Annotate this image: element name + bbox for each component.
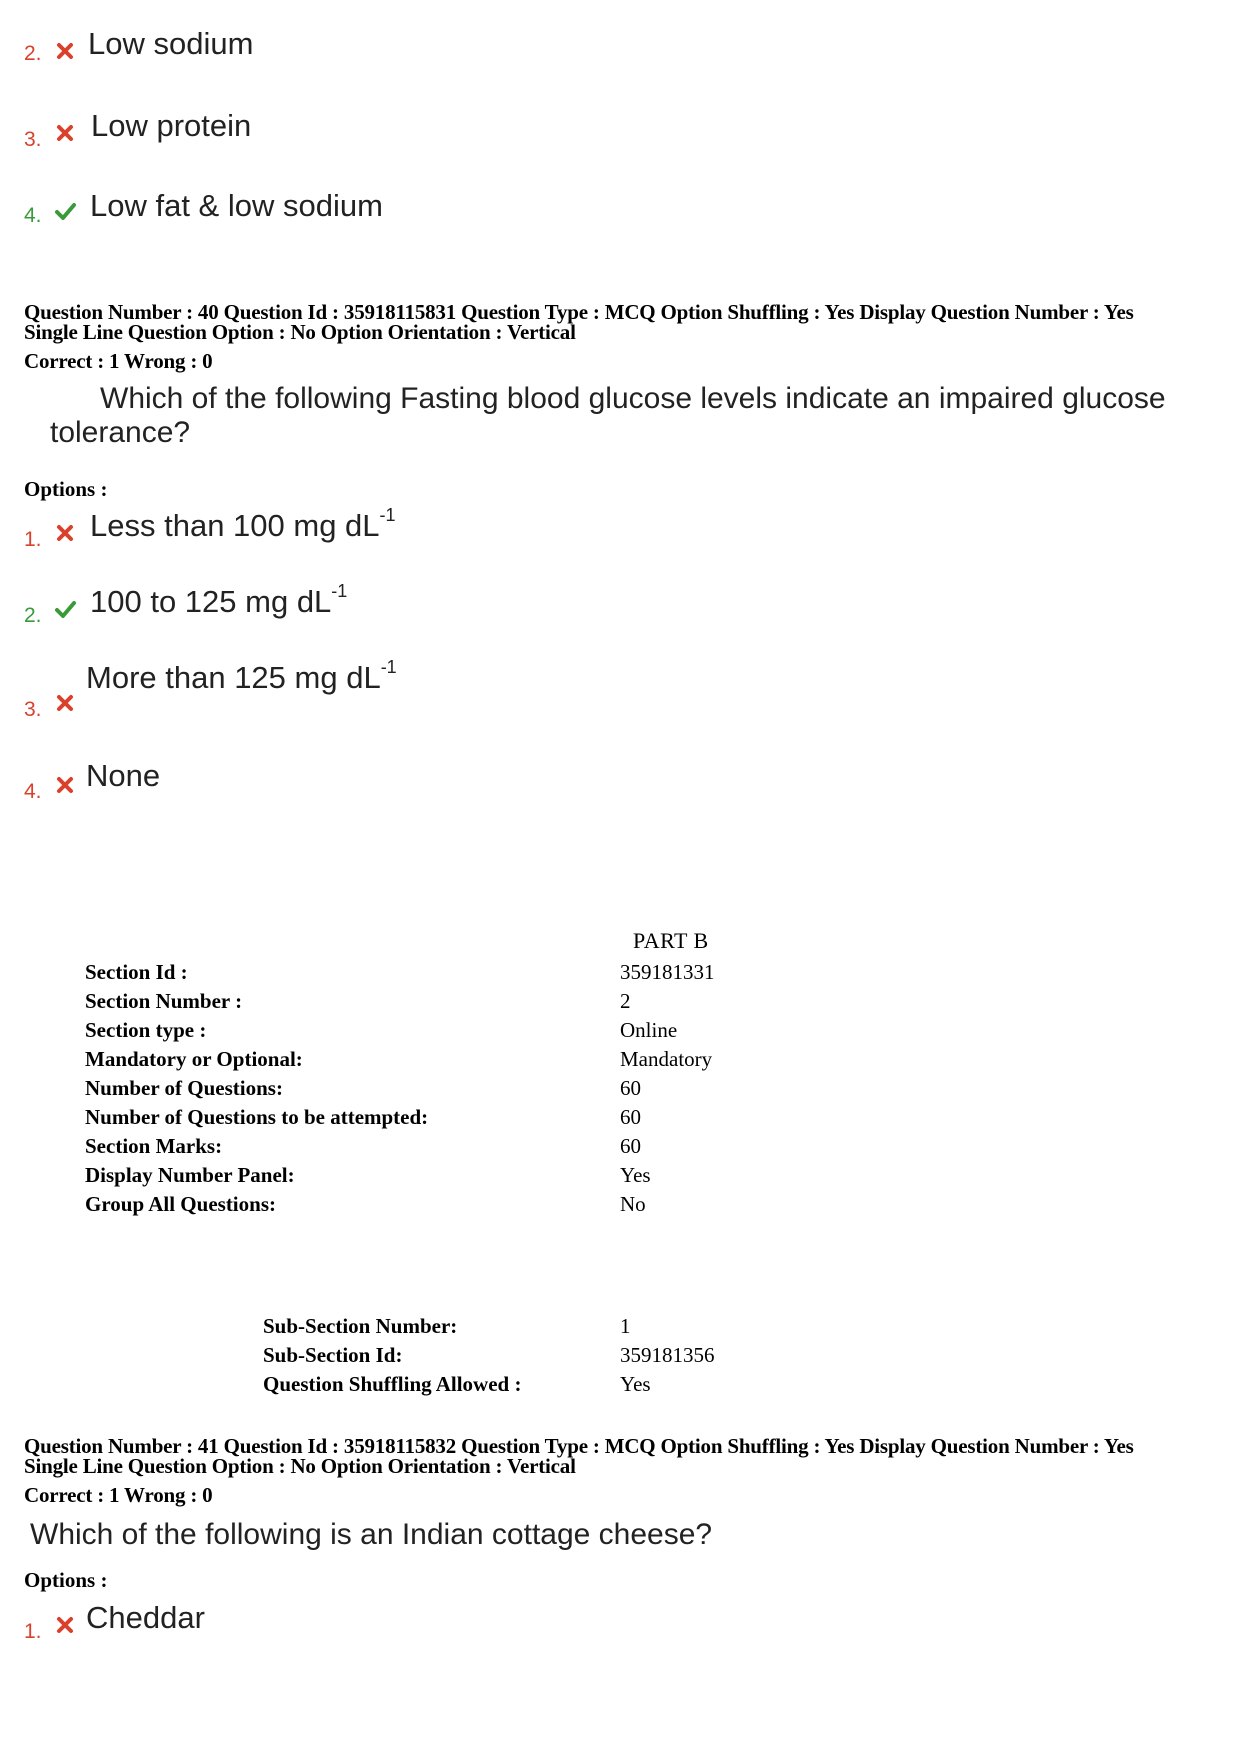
option-number: 2. [24,604,42,627]
list-item [0,580,900,644]
list-item [0,186,900,246]
cross-icon [54,122,76,144]
sub-section-id-label: Sub-Section Id: [263,1343,403,1367]
sub-section-number-label: Sub-Section Number: [263,1314,458,1338]
list-item [0,106,900,166]
list-item [0,26,900,86]
option-text: Less than 100 mg $dL^{-1}$ [90,504,396,543]
list-item [0,504,900,568]
option-text: Low fat & low sodium [90,188,383,223]
list-item [0,1600,900,1660]
num-attempted-value: 60 [620,1105,641,1129]
question-meta: Question Number : 41 Question Id : 35918115832 Question Type : MCQ Option Shuffling : Yes Display Question Number : Yes [24,1434,1134,1458]
option-number: 3. [24,698,42,721]
display-panel-label: Display Number Panel: [85,1163,295,1187]
options-label: Options : [24,477,108,501]
section-marks-label: Section Marks: [85,1134,223,1158]
display-panel-value: Yes [620,1163,651,1187]
option-text: None [86,758,161,793]
num-attempted-label: Number of Questions to be attempted: [85,1105,429,1129]
list-item [0,758,900,818]
check-icon [54,598,76,620]
list-item [0,656,900,740]
section-type-value: Online [620,1018,678,1042]
option-number: 1. [24,528,42,551]
option-number: 2. [24,42,42,65]
shuffling-value: Yes [620,1372,651,1396]
superscript: -1 [380,656,397,677]
question-text: Which of the following Fasting blood glucose levels indicate an impaired glucose [100,382,1166,415]
option-number: 4. [24,204,42,227]
group-questions-value: No [620,1192,646,1216]
superscript: -1 [331,580,348,601]
cross-icon [54,522,76,544]
option-text: Low sodium [88,26,254,61]
option-number: 1. [24,1620,42,1643]
option-text: More than 125 mg $dL^{-1}$ [86,656,397,695]
sub-section-id-value: 359181356 [620,1343,715,1367]
option-text: Low protein [91,108,252,143]
cross-icon [54,774,76,796]
section-number-value: 2 [620,989,631,1013]
section-id-label: Section Id : [85,960,188,984]
cross-icon [54,1614,76,1636]
shuffling-label: Question Shuffling Allowed : [263,1372,522,1396]
section-number-label: Section Number : [85,989,243,1013]
mandatory-label: Mandatory or Optional: [85,1047,303,1071]
question-marks: Correct : 1 Wrong : 0 [24,1483,213,1507]
option-number: 3. [24,128,42,151]
section-id-value: 359181331 [620,960,715,984]
superscript: -1 [379,504,396,525]
check-icon [54,200,76,222]
section-type-label: Section type : [85,1018,207,1042]
question-text-continued: tolerance? [50,416,191,449]
cross-icon [54,692,76,714]
num-questions-value: 60 [620,1076,641,1100]
question-marks: Correct : 1 Wrong : 0 [24,349,213,373]
group-questions-label: Group All Questions: [85,1192,276,1216]
mandatory-value: Mandatory [620,1047,713,1071]
options-label: Options : [24,1568,108,1592]
option-text: Cheddar [86,1600,205,1635]
section-marks-value: 60 [620,1134,641,1158]
question-text: Which of the following is an Indian cottage cheese? [30,1518,713,1551]
num-questions-label: Number of Questions: [85,1076,283,1100]
sub-section-number-value: 1 [620,1314,631,1338]
section-title: PART B [633,928,709,953]
option-text: 100 to 125 mg $dL^{-1}$ [90,580,348,619]
question-meta: Question Number : 40 Question Id : 35918115831 Question Type : MCQ Option Shuffling : Yes Display Question Number : Yes [24,300,1134,324]
option-number: 4. [24,780,42,803]
question-meta-line2: Single Line Question Option : No Option Orientation : Vertical [24,320,576,344]
question-meta-line2: Single Line Question Option : No Option Orientation : Vertical [24,1454,576,1478]
cross-icon [54,40,76,62]
